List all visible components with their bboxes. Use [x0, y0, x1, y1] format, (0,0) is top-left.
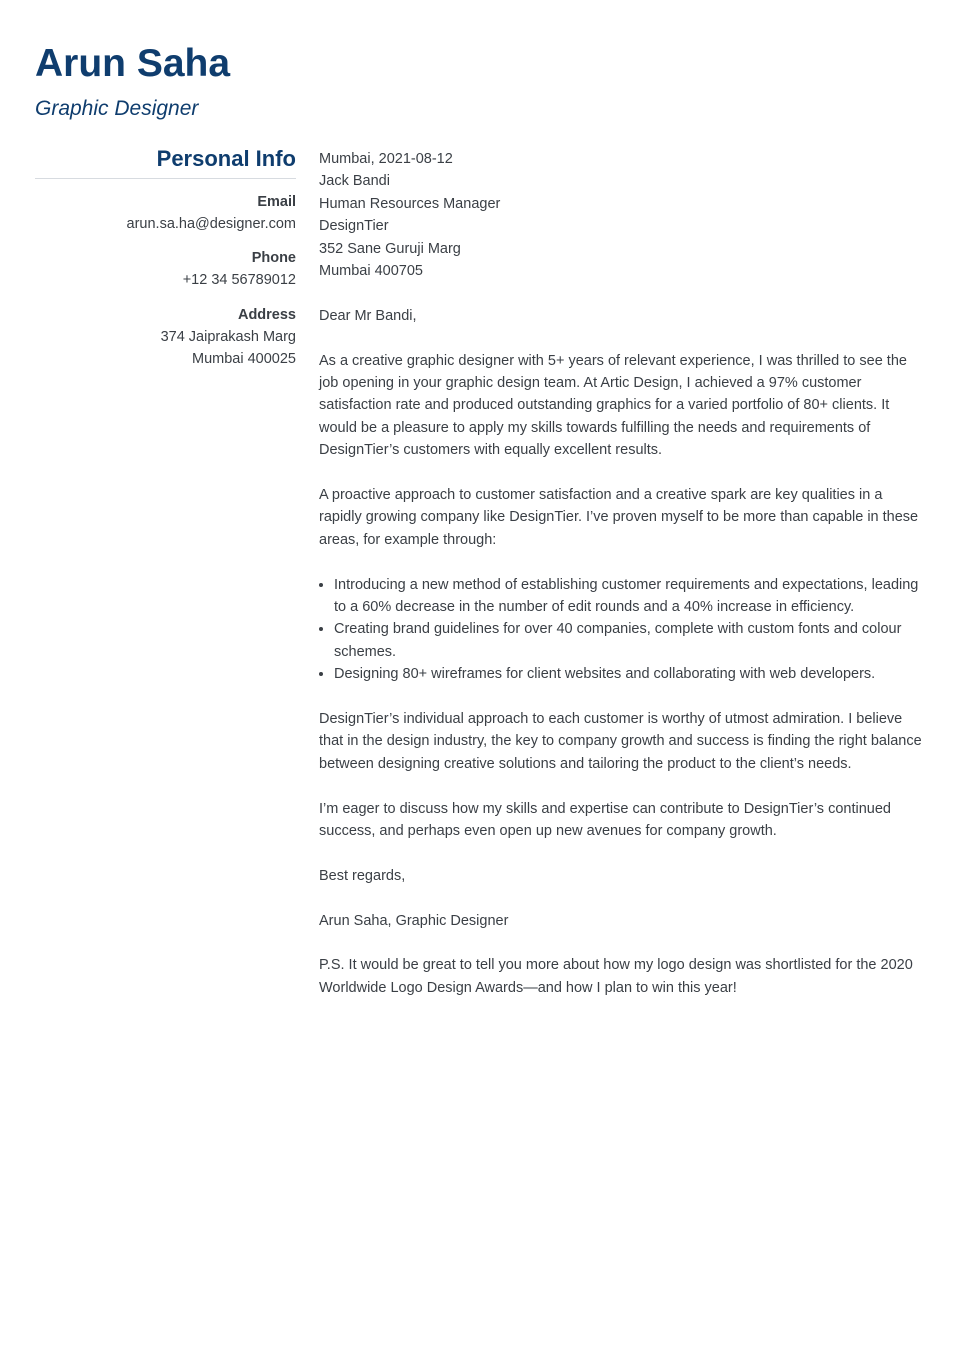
postscript: P.S. It would be great to tell you more about how my logo design was shortlisted for the 2020 Worldwide Logo Design Awards—and how I plan to win this year! — [319, 957, 913, 996]
closing-phrase: Best regards, — [319, 867, 406, 884]
address-label: Address — [237, 306, 296, 323]
personal-info-heading: Personal Info — [35, 144, 296, 179]
date-line: Mumbai, 2021-08-12 — [319, 151, 453, 167]
recipient-company: DesignTier — [319, 218, 389, 235]
achievements-list — [319, 574, 929, 686]
signature: Arun Saha, Graphic Designer — [319, 912, 509, 929]
list-item: • Designing 80+ wireframes for client websites and collaborating with web developers. — [334, 663, 929, 685]
letter-header — [35, 40, 230, 122]
recipient-title: Human Resources Manager — [319, 195, 501, 212]
personal-info-sidebar — [35, 144, 296, 383]
recipient-name: Jack Bandi — [319, 173, 390, 190]
address-value — [35, 326, 296, 371]
recipient-street: 352 Sane Guruji Marg — [319, 240, 461, 257]
phone-label: Phone — [251, 250, 296, 267]
paragraph-closing: I’m eager to discuss how my skills and expertise can contribute to DesignTier’s continued success, and perhaps even open up new avenues for company growth. — [319, 800, 891, 840]
recipient-city: Mumbai 400705 — [319, 263, 423, 280]
paragraph-qualities: A proactive approach to customer satisfaction and a creative spark are key qualities in a rapidly growing company like DesignTier. I’ve proven myself to be more than capable in these areas, for example through: — [319, 487, 919, 548]
recipient-block — [319, 148, 929, 282]
address-line-2: Mumbai 400025 — [192, 351, 296, 368]
email-label: Email — [257, 194, 296, 210]
list-item: • Introducing a new method of establishing customer requirements and expectations, leading to a 60% decrease in the number of edit rounds and a 40% increase in efficiency. — [334, 574, 929, 619]
salutation: Dear Mr Bandi, — [319, 307, 417, 324]
address-line-1: 374 Jaiprakash Marg — [160, 328, 296, 345]
phone-value: +12 34 56789012 — [182, 272, 296, 289]
list-item: • Creating brand guidelines for over 40 companies, complete with custom fonts and colour schemes. — [334, 618, 929, 663]
applicant-name: Arun Saha — [35, 42, 231, 85]
applicant-title: Graphic Designer — [35, 97, 199, 120]
paragraph-admiration: DesignTier’s individual approach to each customer is worthy of utmost admiration. I believe that in the design industry, the key to company growth and success is finding the right balance between designing creative solutions and tailoring the product to the client’s needs. — [319, 711, 922, 772]
letter-body — [319, 148, 929, 1022]
email-value: arun.sa.ha@designer.com — [126, 216, 296, 232]
paragraph-intro: As a creative graphic designer with 5+ years of relevant experience, I was thrilled to see the job opening in your graphic design team. At Artic Design, I achieved a 97% customer satisfaction rate and produced outstanding graphics for a varied portfolio of 80+ clients. It would be a pleasure to apply my skills towards fulfilling the needs and requirements of DesignTier’s customers with equally excellent results. — [319, 352, 907, 459]
